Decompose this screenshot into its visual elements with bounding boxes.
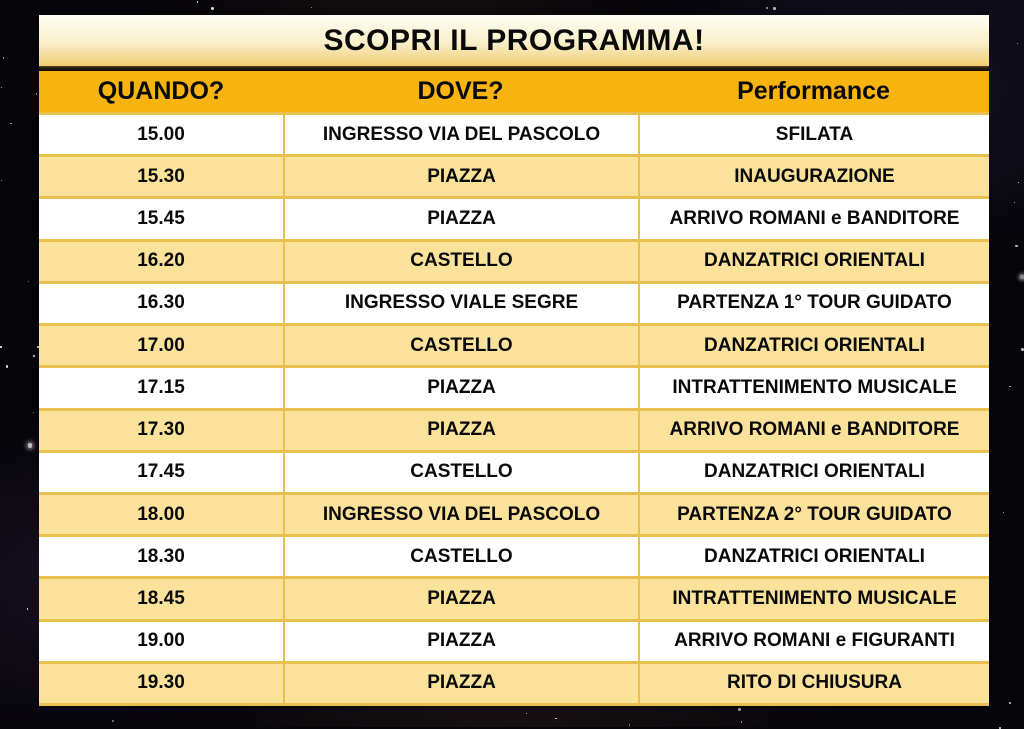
header-dove: DOVE? bbox=[417, 77, 504, 105]
cell-performance: PARTENZA 2° TOUR GUIDATO bbox=[638, 495, 989, 534]
cell-quando: 15.30 bbox=[137, 165, 185, 187]
cell-quando: 16.30 bbox=[137, 292, 185, 314]
cell-performance: SFILATA bbox=[638, 115, 989, 154]
cell-quando: 19.30 bbox=[137, 672, 185, 694]
star bbox=[197, 1, 199, 3]
header-quando: QUANDO? bbox=[97, 77, 225, 105]
star bbox=[1, 87, 2, 88]
star bbox=[28, 281, 29, 282]
cell-dove: PIAZZA bbox=[283, 579, 638, 618]
cell-quando: 17.45 bbox=[137, 461, 185, 483]
table-row bbox=[39, 281, 989, 323]
table-row bbox=[39, 239, 989, 281]
cell-performance: PARTENZA 1° TOUR GUIDATO bbox=[638, 284, 989, 323]
table-row bbox=[39, 492, 989, 534]
cell-performance: RITO DI CHIUSURA bbox=[638, 664, 989, 703]
star bbox=[1021, 348, 1024, 351]
table-row bbox=[39, 619, 989, 661]
table-row bbox=[39, 196, 989, 238]
cell-dove: CASTELLO bbox=[283, 453, 638, 492]
table-header-row bbox=[39, 71, 989, 112]
star bbox=[10, 123, 11, 124]
cell-performance: DANZATRICI ORIENTALI bbox=[638, 326, 989, 365]
cell-quando: 19.00 bbox=[137, 630, 185, 652]
star bbox=[6, 365, 9, 368]
star bbox=[1009, 386, 1011, 388]
cell-quando: 17.00 bbox=[137, 334, 185, 356]
cell-quando: 15.45 bbox=[137, 208, 185, 230]
cell-performance: ARRIVO ROMANI e BANDITORE bbox=[638, 199, 989, 238]
star bbox=[36, 93, 38, 95]
cell-performance: INTRATTENIMENTO MUSICALE bbox=[638, 368, 989, 407]
star bbox=[211, 7, 214, 10]
star bbox=[1014, 202, 1015, 203]
star bbox=[33, 355, 35, 357]
table-row bbox=[39, 661, 989, 703]
table-row bbox=[39, 365, 989, 407]
cell-dove: PIAZZA bbox=[283, 411, 638, 450]
table-row bbox=[39, 576, 989, 618]
cell-dove: PIAZZA bbox=[283, 622, 638, 661]
star bbox=[741, 721, 743, 723]
cell-quando: 18.45 bbox=[137, 588, 185, 610]
table-row bbox=[39, 154, 989, 196]
table-body bbox=[39, 112, 989, 706]
cell-performance: INTRATTENIMENTO MUSICALE bbox=[638, 579, 989, 618]
star bbox=[28, 443, 33, 448]
cell-dove: PIAZZA bbox=[283, 199, 638, 238]
star bbox=[1003, 512, 1004, 513]
title-bar bbox=[39, 15, 989, 66]
table-row bbox=[39, 323, 989, 365]
star bbox=[311, 7, 312, 8]
cell-dove: CASTELLO bbox=[283, 326, 638, 365]
cell-quando: 17.15 bbox=[137, 376, 185, 398]
star bbox=[555, 718, 557, 720]
cell-quando: 17.30 bbox=[137, 419, 185, 441]
cell-dove: INGRESSO VIA DEL PASCOLO bbox=[283, 115, 638, 154]
cell-dove: INGRESSO VIALE SEGRE bbox=[283, 284, 638, 323]
cell-performance: DANZATRICI ORIENTALI bbox=[638, 537, 989, 576]
cell-quando: 16.20 bbox=[137, 250, 185, 272]
star bbox=[773, 7, 776, 10]
star bbox=[27, 608, 29, 610]
program-title: SCOPRI IL PROGRAMMA! bbox=[323, 23, 705, 57]
table-row bbox=[39, 450, 989, 492]
star bbox=[1009, 702, 1011, 704]
star bbox=[3, 57, 5, 59]
cell-performance: DANZATRICI ORIENTALI bbox=[638, 242, 989, 281]
star bbox=[0, 346, 2, 348]
star bbox=[1, 180, 3, 182]
cell-performance: DANZATRICI ORIENTALI bbox=[638, 453, 989, 492]
cell-dove: CASTELLO bbox=[283, 242, 638, 281]
cell-dove: CASTELLO bbox=[283, 537, 638, 576]
star bbox=[112, 720, 114, 722]
cell-quando: 18.30 bbox=[137, 545, 185, 567]
program-poster bbox=[39, 15, 989, 706]
header-performance: Performance bbox=[737, 77, 890, 105]
cell-dove: PIAZZA bbox=[283, 157, 638, 196]
star bbox=[33, 412, 34, 413]
cell-quando: 18.00 bbox=[137, 503, 185, 525]
cell-dove: PIAZZA bbox=[283, 664, 638, 703]
star bbox=[1015, 245, 1017, 247]
star bbox=[1020, 275, 1024, 280]
cell-performance: INAUGURAZIONE bbox=[638, 157, 989, 196]
star bbox=[738, 708, 740, 710]
table-row bbox=[39, 408, 989, 450]
cell-quando: 15.00 bbox=[137, 123, 185, 145]
cell-dove: PIAZZA bbox=[283, 368, 638, 407]
cell-dove: INGRESSO VIA DEL PASCOLO bbox=[283, 495, 638, 534]
star bbox=[1018, 182, 1019, 183]
star bbox=[526, 713, 528, 715]
star bbox=[1017, 43, 1018, 44]
table-row bbox=[39, 534, 989, 576]
star bbox=[629, 724, 631, 726]
cell-performance: ARRIVO ROMANI e BANDITORE bbox=[638, 411, 989, 450]
cell-performance: ARRIVO ROMANI e FIGURANTI bbox=[638, 622, 989, 661]
star bbox=[766, 7, 768, 9]
table-row bbox=[39, 112, 989, 154]
